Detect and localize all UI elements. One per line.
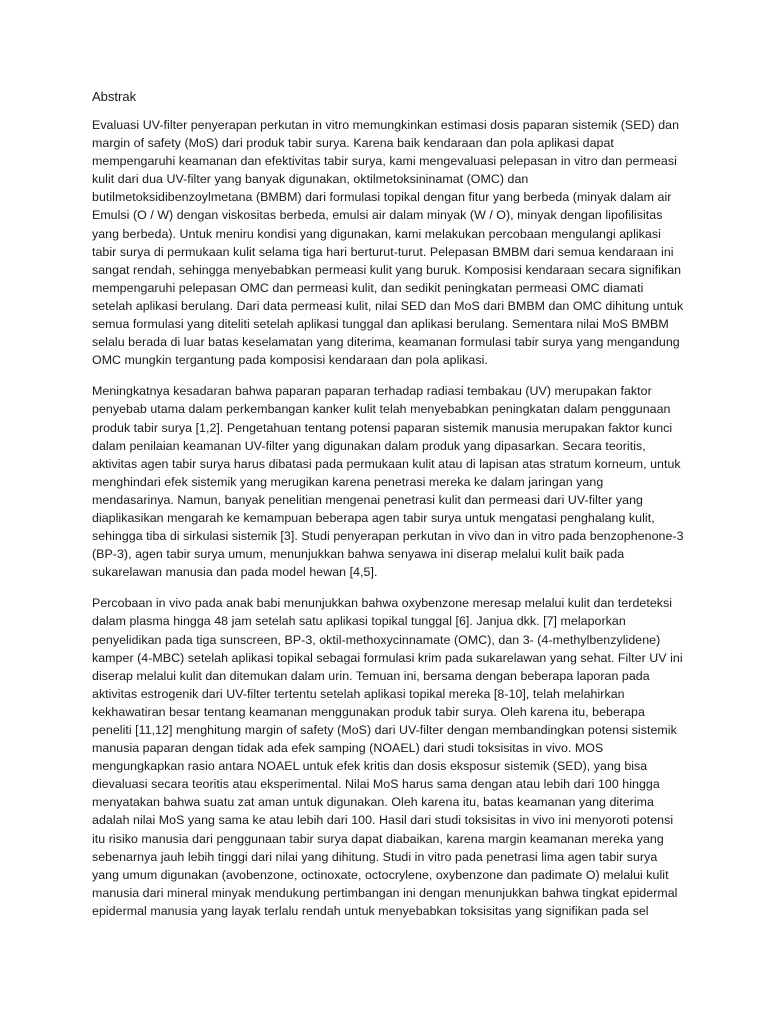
paragraph-introduction: Meningkatnya kesadaran bahwa paparan paparan terhadap radiasi tembakau (UV) merupakan faktor penyebab utama dalam perkembangan kanker kulit telah menyebabkan peningkatan dalam penggunaan produk tabir surya [1,2]. Pengetahuan tentang potensi paparan sistemik manusia merupakan faktor kunci dalam penilaian keamanan UV-filter yang digunakan dalam produk yang dipasarkan. Secara teoritis, aktivitas agen tabir surya harus dibatasi pada permukaan kulit atau di lapisan atas stratum korneum, untuk menghindari efek sistemik yang merugikan karena penetrasi mereka ke dalam jaringan yang mendasarinya. Namun, banyak penelitian mengenai penetrasi kulit dan permeasi dari UV-filter yang diaplikasikan mengarah ke kemampuan beberapa agen tabir surya untuk mengatasi penghalang kulit, sehingga tiba di sirkulasi sistemik [3]. Studi penyerapan perkutan in vivo dan in vitro pada benzophenone-3 (BP-3), agen tabir surya umum, menunjukkan bahwa senyawa ini diserap melalui kulit baik pada sukarelawan manusia dan pada model hewan [4,5].: [92, 384, 684, 580]
paragraph-abstract: Evaluasi UV-filter penyerapan perkutan in vitro memungkinkan estimasi dosis paparan sistemik (SED) dan margin of safety (MoS) dari produk tabir surya. Karena baik kendaraan dan pola aplikasi dapat mempengaruhi keamanan dan efektivitas tabir surya, kami mengevaluasi pelepasan in vitro dan permeasi kulit dari dua UV-filter yang banyak digunakan, oktilmetoksininamat (OMC) dan butilmetoksidibenzoylmetana (BMBM) dari formulasi topikal dengan fitur yang berbeda (minyak dalam air Emulsi (O / W) dengan viskositas berbeda, emulsi air dalam minyak (W / O), minyak dengan lipofilisitas yang berbeda). Untuk meniru kondisi yang digunakan, kami melakukan percobaan mengulangi aplikasi tabir surya di permukaan kulit selama tiga hari berturut-turut. Pelepasan BMBM dari semua kendaraan ini sangat rendah, sehingga menyebabkan permeasi kulit yang buruk. Komposisi kendaraan secara signifikan mempengaruhi pelepasan OMC dan permeasi kulit, dan sedikit peningkatan permeasi OMC diamati setelah aplikasi berulang. Dari data permeasi kulit, nilai SED dan MoS dari BMBM dan OMC dihitung untuk semua formulasi yang diteliti setelah aplikasi tunggal dan aplikasi berulang. Sementara nilai MoS BMBM selalu berada di luar batas keselamatan yang diterima, keamanan formulasi tabir surya yang mengandung OMC mungkin tergantung pada komposisi kendaraan dan pola aplikasi.: [92, 118, 684, 368]
paragraph-in-vivo: Percobaan in vivo pada anak babi menunjukkan bahwa oxybenzone meresap melalui kulit dan terdeteksi dalam plasma hingga 48 jam setelah satu aplikasi topikal tunggal [6]. Janjua dkk. [7] melaporkan penyelidikan pada tiga sunscreen, BP-3, oktil-methoxycinnamate (OMC), dan 3- (4-methylbenzylidene) kamper (4-MBC) setelah aplikasi topikal sebagai formulasi krim pada sukarelawan yang sehat. Filter UV ini diserap melalui kulit dan ditemukan dalam urin. Temuan ini, bersama dengan beberapa laporan pada aktivitas estrogenik dari UV-filter tertentu setelah aplikasi topikal mereka [8-10], telah melahirkan kekhawatiran besar tentang keamanan menggunakan produk tabir surya. Oleh karena itu, beberapa peneliti [11,12] menghitung margin of safety (MoS) dari UV-filter dengan membandingkan potensi sistemik manusia paparan dengan tidak ada efek samping (NOAEL) dari studi toksisitas in vivo. MOS mengungkapkan rasio antara NOAEL untuk efek kritis dan dosis eksposur sistemik (SED), yang bisa dievaluasi secara teoritis atau eksperimental. Nilai MoS harus sama dengan atau lebih dari 100 hingga menyatakan bahwa suatu zat aman untuk digunakan. Oleh karena itu, batas keamanan yang diterima adalah nilai MoS yang sama ke atau lebih dari 100. Hasil dari studi toksisitas in vivo ini menyoroti potensi itu risiko manusia dari penggunaan tabir surya dapat diabaikan, karena margin keamanan mereka yang sebenarnya jauh lebih tinggi dari nilai yang dihitung. Studi in vitro pada penetrasi lima agen tabir surya yang umum digunakan (avobenzone, octinoxate, octocrylene, oxybenzone dan padimate O) melalui kulit manusia dari mineral minyak mendukung pertimbangan ini dengan menunjukkan bahwa tingkat epidermal epidermal manusia yang layak terlalu rendah untuk menyebabkan toksisitas yang signifikan pada sel: [92, 596, 683, 918]
abstract-heading: Abstrak: [92, 89, 137, 104]
